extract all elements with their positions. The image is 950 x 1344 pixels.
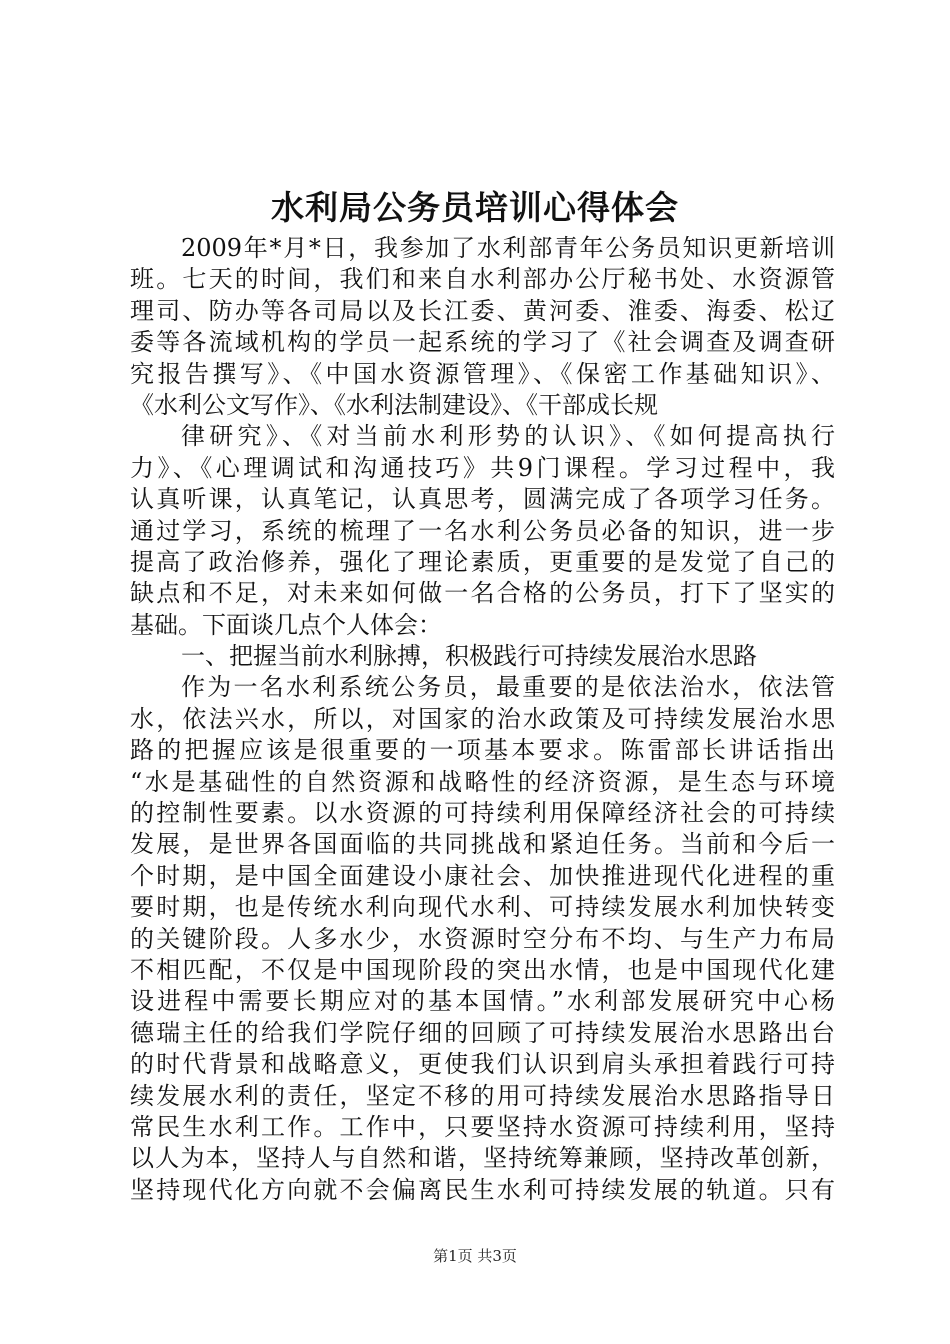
page-footer: 第1页 共3页 xyxy=(433,1247,517,1265)
body-line: 提高了政治修养，强化了理论素质，更重要的是发觉了自己的 xyxy=(130,547,835,576)
body-line: 委等各流域机构的学员一起系统的学习了《社会调查及调查研 xyxy=(130,328,835,357)
body-line: 究报告撰写》、《中国水资源管理》、《保密工作基础知识》、 xyxy=(130,359,835,388)
body-line: 作为一名水利系统公务员，最重要的是依法治水，依法管 xyxy=(181,673,835,702)
body-line: 德瑞主任的给我们学院仔细的回顾了可持续发展治水思路出台 xyxy=(130,1018,835,1047)
body-line: 2009年*月*日，我参加了水利部青年公务员知识更新培训 xyxy=(181,234,835,262)
body-line: 坚持现代化方向就不会偏离民生水利可持续发展的轨道。只有 xyxy=(130,1175,835,1204)
body-line: 班。七天的时间，我们和来自水利部办公厅秘书处、水资源管 xyxy=(130,265,835,294)
section-heading: 一、把握当前水利脉搏，积极践行可持续发展治水思路 xyxy=(181,642,757,671)
body-line: 通过学习，系统的梳理了一名水利公务员必备的知识，进一步 xyxy=(130,516,835,545)
body-line: 设进程中需要长期应对的基本国情。”水利部发展研究中心杨 xyxy=(130,987,835,1016)
body-line: 的时代背景和战略意义，更使我们认识到肩头承担着践行可持 xyxy=(130,1050,835,1079)
body-line: 不相匹配，不仅是中国现阶段的突出水情，也是中国现代化建 xyxy=(130,955,835,984)
document-title: 水利局公务员培训心得体会 xyxy=(271,188,679,227)
body-line: 律研究》、《对当前水利形势的认识》、《如何提高执行 xyxy=(181,422,835,451)
body-line: 续发展水利的责任，坚定不移的用可持续发展治水思路指导日 xyxy=(130,1081,835,1110)
body-line: 水，依法兴水，所以，对国家的治水政策及可持续发展治水思 xyxy=(130,704,835,733)
body-line: 认真听课，认真笔记，认真思考，圆满完成了各项学习任务。 xyxy=(130,485,835,514)
body-line: 发展，是世界各国面临的共同挑战和紧迫任务。当前和今后一 xyxy=(130,830,835,859)
body-line: 路的把握应该是很重要的一项基本要求。陈雷部长讲话指出 xyxy=(130,736,835,765)
body-line: 的控制性要素。以水资源的可持续利用保障经济社会的可持续 xyxy=(130,799,835,828)
body-line: “水是基础性的自然资源和战略性的经济资源，是生态与环境 xyxy=(130,767,835,796)
body-line: 《水利公文写作》、《水利法制建设》、《干部成长规 xyxy=(130,390,658,419)
body-line: 理司、防办等各司局以及长江委、黄河委、淮委、海委、松辽 xyxy=(130,296,835,325)
document-body xyxy=(130,233,835,1206)
body-line: 要时期，也是传统水利向现代水利、可持续发展水利加快转变 xyxy=(130,893,835,922)
body-line: 常民生水利工作。工作中，只要坚持水资源可持续利用，坚持 xyxy=(130,1112,835,1141)
body-line: 的关键阶段。人多水少，水资源时空分布不均、与生产力布局 xyxy=(130,924,835,953)
body-line: 以人为本，坚持人与自然和谐，坚持统筹兼顾，坚持改革创新， xyxy=(130,1144,835,1173)
body-line: 基础。下面谈几点个人体会： xyxy=(130,610,442,639)
body-line: 缺点和不足，对未来如何做一名合格的公务员，打下了坚实的 xyxy=(130,579,835,608)
body-line: 个时期，是中国全面建设小康社会、加快推进现代化进程的重 xyxy=(130,861,835,890)
body-line: 力》、《心理调试和沟通技巧》共9门课程。学习过程中，我 xyxy=(130,453,835,482)
